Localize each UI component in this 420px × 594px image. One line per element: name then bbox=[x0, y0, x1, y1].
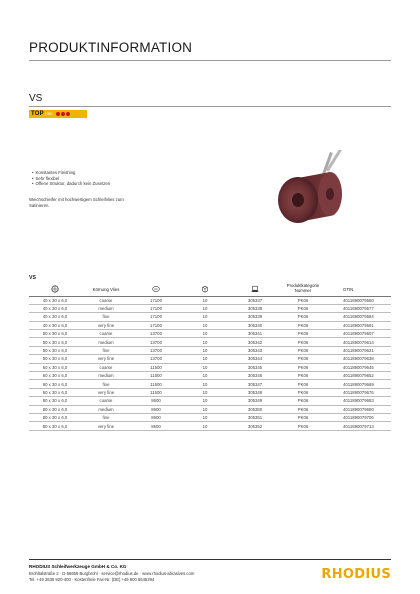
product-description: Weichschleifer mit hochwertigem Schleifvlies zum Satinieren. bbox=[29, 197, 124, 208]
category-cell: PK06 bbox=[297, 322, 309, 328]
article-cell: 305345 bbox=[247, 364, 263, 370]
dimension-cell: 40 x 30 x 6,0 bbox=[42, 306, 68, 312]
dimension-cell: 80 x 30 x 6,0 bbox=[42, 398, 68, 404]
pack-cell: 10 bbox=[202, 373, 208, 379]
dimension-cell: 60 x 30 x 6,0 bbox=[42, 381, 68, 387]
company-name: RHODIUS Schleifwerkzeuge GmbH & Co. KG bbox=[29, 564, 127, 569]
table-row bbox=[29, 422, 391, 430]
gtin-cell: 4011890079577 bbox=[343, 306, 374, 312]
grit-cell: very fine bbox=[97, 423, 115, 429]
page-title: PRODUKTINFORMATION bbox=[29, 40, 193, 55]
table-header-row bbox=[29, 283, 391, 296]
rpm-cell: 17100 bbox=[150, 314, 162, 320]
dimension-cell: 60 x 30 x 6,0 bbox=[42, 364, 68, 370]
dimension-cell: 50 x 30 x 6,0 bbox=[42, 339, 68, 345]
gtin-cell: 4011890079669 bbox=[343, 381, 374, 387]
pack-cell: 10 bbox=[202, 406, 208, 412]
grit-cell: medium bbox=[98, 373, 114, 379]
table-row bbox=[29, 346, 391, 354]
badge-dot-icon bbox=[61, 112, 65, 116]
flap-wheel-photo bbox=[268, 150, 368, 235]
rpm-cell: 13700 bbox=[150, 339, 162, 345]
rpm-cell: 17100 bbox=[150, 306, 162, 312]
rpm-cell: 8600 bbox=[151, 423, 161, 429]
gtin-cell: 4011890079591 bbox=[343, 322, 374, 328]
article-cell: 305348 bbox=[247, 389, 263, 395]
grit-cell: coarse bbox=[99, 331, 113, 337]
table-title: VS bbox=[29, 275, 36, 281]
company-phone: Tel. +49 2636 920-400 · Kostenfreie Fax-Nr. (DE) +49 800 6645394 bbox=[29, 577, 155, 582]
category-cell: PK06 bbox=[297, 331, 309, 337]
category-cell: PK06 bbox=[297, 373, 309, 379]
category-cell: PK06 bbox=[297, 356, 309, 362]
dimension-cell: 40 x 30 x 6,0 bbox=[42, 314, 68, 320]
table-row bbox=[29, 405, 391, 413]
gtin-cell: 4011890079652 bbox=[343, 373, 374, 379]
category-col-header: Produktkategorie Nummer bbox=[281, 283, 325, 296]
table-row bbox=[29, 321, 391, 329]
grit-cell: medium bbox=[98, 406, 114, 412]
dimension-cell: 40 x 30 x 6,0 bbox=[42, 322, 68, 328]
badge-dot-icon bbox=[56, 112, 60, 116]
gtin-cell: 4011890079690 bbox=[343, 406, 374, 412]
category-cell: PK06 bbox=[297, 364, 309, 370]
article-cell: 305343 bbox=[247, 348, 263, 354]
article-col-header bbox=[229, 283, 281, 296]
article-cell: 305340 bbox=[247, 322, 263, 328]
grit-cell: fine bbox=[102, 314, 110, 320]
table-row bbox=[29, 413, 391, 421]
grit-col-header: Körnung Vlies bbox=[81, 283, 131, 296]
gtin-cell: 4011890079645 bbox=[343, 364, 374, 370]
rpm-cell: 13700 bbox=[150, 331, 162, 337]
table-row bbox=[29, 363, 391, 371]
pack-cell: 10 bbox=[202, 356, 208, 362]
pack-cell: 10 bbox=[202, 364, 208, 370]
dimension-cell: 50 x 30 x 6,0 bbox=[42, 348, 68, 354]
gtin-cell: 4011890079706 bbox=[343, 415, 374, 421]
rpm-cell: 11500 bbox=[150, 373, 162, 379]
category-cell: PK06 bbox=[297, 306, 309, 312]
footer-divider bbox=[29, 559, 391, 560]
pack-cell: 10 bbox=[202, 331, 208, 337]
article-cell: 305346 bbox=[247, 373, 263, 379]
article-cell: 305352 bbox=[247, 423, 263, 429]
rpm-cell: 13700 bbox=[150, 348, 162, 354]
article-cell: 305347 bbox=[247, 381, 263, 387]
category-cell: PK06 bbox=[297, 406, 309, 412]
table-row bbox=[29, 296, 391, 304]
topline-word: TOP bbox=[31, 111, 44, 117]
table-row bbox=[29, 388, 391, 396]
article-cell: 305344 bbox=[247, 356, 263, 362]
grit-cell: fine bbox=[102, 348, 110, 354]
article-cell: 305350 bbox=[247, 406, 263, 412]
rpm-cell: 11500 bbox=[150, 381, 162, 387]
rpm-cell: 11500 bbox=[150, 389, 162, 395]
topline-badge bbox=[29, 110, 87, 118]
table-body bbox=[29, 296, 391, 430]
grit-cell: medium bbox=[98, 306, 114, 312]
pack-cell: 10 bbox=[202, 398, 208, 404]
gtin-cell: 4011890079676 bbox=[343, 389, 374, 395]
grit-cell: fine bbox=[102, 415, 110, 421]
dimension-cell: 80 x 30 x 6,0 bbox=[42, 423, 68, 429]
category-cell: PK06 bbox=[297, 423, 309, 429]
company-address: Brohltalstraße 2 · D-56659 Burgbrohl · service@rhodius.de · www.rhodius-abrasives.com bbox=[29, 571, 195, 576]
dimension-cell: 60 x 30 x 6,0 bbox=[42, 373, 68, 379]
category-cell: PK06 bbox=[297, 297, 309, 303]
table-row bbox=[29, 397, 391, 405]
gtin-cell: 4011890079614 bbox=[343, 339, 374, 345]
gtin-cell: 4011890079560 bbox=[343, 297, 374, 303]
pack-cell: 10 bbox=[202, 314, 208, 320]
feature-item: • Offene Struktur, dadurch kein Zusetzen bbox=[32, 181, 110, 187]
rpm-cell: 13700 bbox=[150, 356, 162, 362]
article-cell: 305341 bbox=[247, 331, 263, 337]
feature-list bbox=[32, 170, 110, 187]
table-row bbox=[29, 313, 391, 321]
pack-cell: 10 bbox=[202, 297, 208, 303]
rpm-cell: 8600 bbox=[151, 415, 161, 421]
grit-cell: medium bbox=[98, 339, 114, 345]
article-cell: 305337 bbox=[247, 297, 263, 303]
pack-cell: 10 bbox=[202, 423, 208, 429]
dimension-col-header bbox=[29, 283, 81, 296]
rpm-cell: 11500 bbox=[150, 364, 162, 370]
article-cell: 305351 bbox=[247, 415, 263, 421]
rpm-cell: 17100 bbox=[150, 297, 162, 303]
pack-cell: 10 bbox=[202, 348, 208, 354]
dimension-cell: 80 x 30 x 6,0 bbox=[42, 406, 68, 412]
table-row bbox=[29, 330, 391, 338]
category-cell: PK06 bbox=[297, 381, 309, 387]
dimension-cell: 40 x 30 x 6,0 bbox=[42, 297, 68, 303]
dimension-icon bbox=[51, 285, 59, 293]
dimension-cell: 50 x 30 x 6,0 bbox=[42, 356, 68, 362]
pack-cell: 10 bbox=[202, 306, 208, 312]
dimension-cell: 60 x 30 x 6,0 bbox=[42, 389, 68, 395]
badge-dot-icon bbox=[66, 112, 70, 116]
gtin-col-header: GTIN bbox=[325, 283, 391, 296]
pack-cell: 10 bbox=[202, 322, 208, 328]
pack-icon bbox=[201, 285, 209, 293]
grit-cell: coarse bbox=[99, 297, 113, 303]
gtin-cell: 4011890079621 bbox=[343, 348, 374, 354]
pack-col-header bbox=[181, 283, 229, 296]
category-cell: PK06 bbox=[297, 314, 309, 320]
product-table bbox=[29, 283, 391, 431]
category-cell: PK06 bbox=[297, 398, 309, 404]
grit-cell: coarse bbox=[99, 364, 113, 370]
article-cell: 305349 bbox=[247, 398, 263, 404]
rpm-col-header bbox=[131, 283, 181, 296]
grit-cell: fine bbox=[102, 381, 110, 387]
table-row bbox=[29, 304, 391, 312]
title-divider bbox=[29, 60, 391, 61]
pack-cell: 10 bbox=[202, 415, 208, 421]
grit-cell: coarse bbox=[99, 398, 113, 404]
table-row bbox=[29, 355, 391, 363]
table-row bbox=[29, 372, 391, 380]
feature-item: • Konstantes Finishing bbox=[32, 170, 110, 176]
rpm-icon bbox=[152, 285, 160, 293]
dimension-cell: 50 x 30 x 6,0 bbox=[42, 331, 68, 337]
gtin-cell: 4011890079713 bbox=[343, 423, 374, 429]
dimension-cell: 80 x 30 x 6,0 bbox=[42, 415, 68, 421]
article-cell: 305338 bbox=[247, 306, 263, 312]
product-name: VS bbox=[29, 93, 43, 104]
pack-cell: 10 bbox=[202, 339, 208, 345]
article-cell: 305339 bbox=[247, 314, 263, 320]
grit-cell: very fine bbox=[97, 389, 115, 395]
svg-text:rpm: rpm bbox=[154, 289, 158, 292]
category-cell: PK06 bbox=[297, 389, 309, 395]
grit-cell: very fine bbox=[97, 356, 115, 362]
feature-item: • Sehr flexibel bbox=[32, 176, 110, 182]
rpm-cell: 17100 bbox=[150, 322, 162, 328]
pack-cell: 10 bbox=[202, 381, 208, 387]
gtin-cell: 4011890079607 bbox=[343, 331, 374, 337]
rpm-cell: 8600 bbox=[151, 406, 161, 412]
category-cell: PK06 bbox=[297, 415, 309, 421]
gtin-cell: 4011890079683 bbox=[343, 398, 374, 404]
table-row bbox=[29, 380, 391, 388]
table-row bbox=[29, 338, 391, 346]
pack-cell: 10 bbox=[202, 389, 208, 395]
category-cell: PK06 bbox=[297, 339, 309, 345]
product-divider bbox=[29, 106, 391, 107]
topline-small: LINE bbox=[44, 112, 53, 116]
grit-cell: very fine bbox=[97, 322, 115, 328]
gtin-cell: 4011890079638 bbox=[343, 356, 374, 362]
rpm-cell: 8600 bbox=[151, 398, 161, 404]
category-cell: PK06 bbox=[297, 348, 309, 354]
article-cell: 305342 bbox=[247, 339, 263, 345]
rhodius-logo: RHODIUS bbox=[321, 567, 391, 582]
gtin-cell: 4011890079584 bbox=[343, 314, 374, 320]
article-icon bbox=[251, 285, 259, 293]
